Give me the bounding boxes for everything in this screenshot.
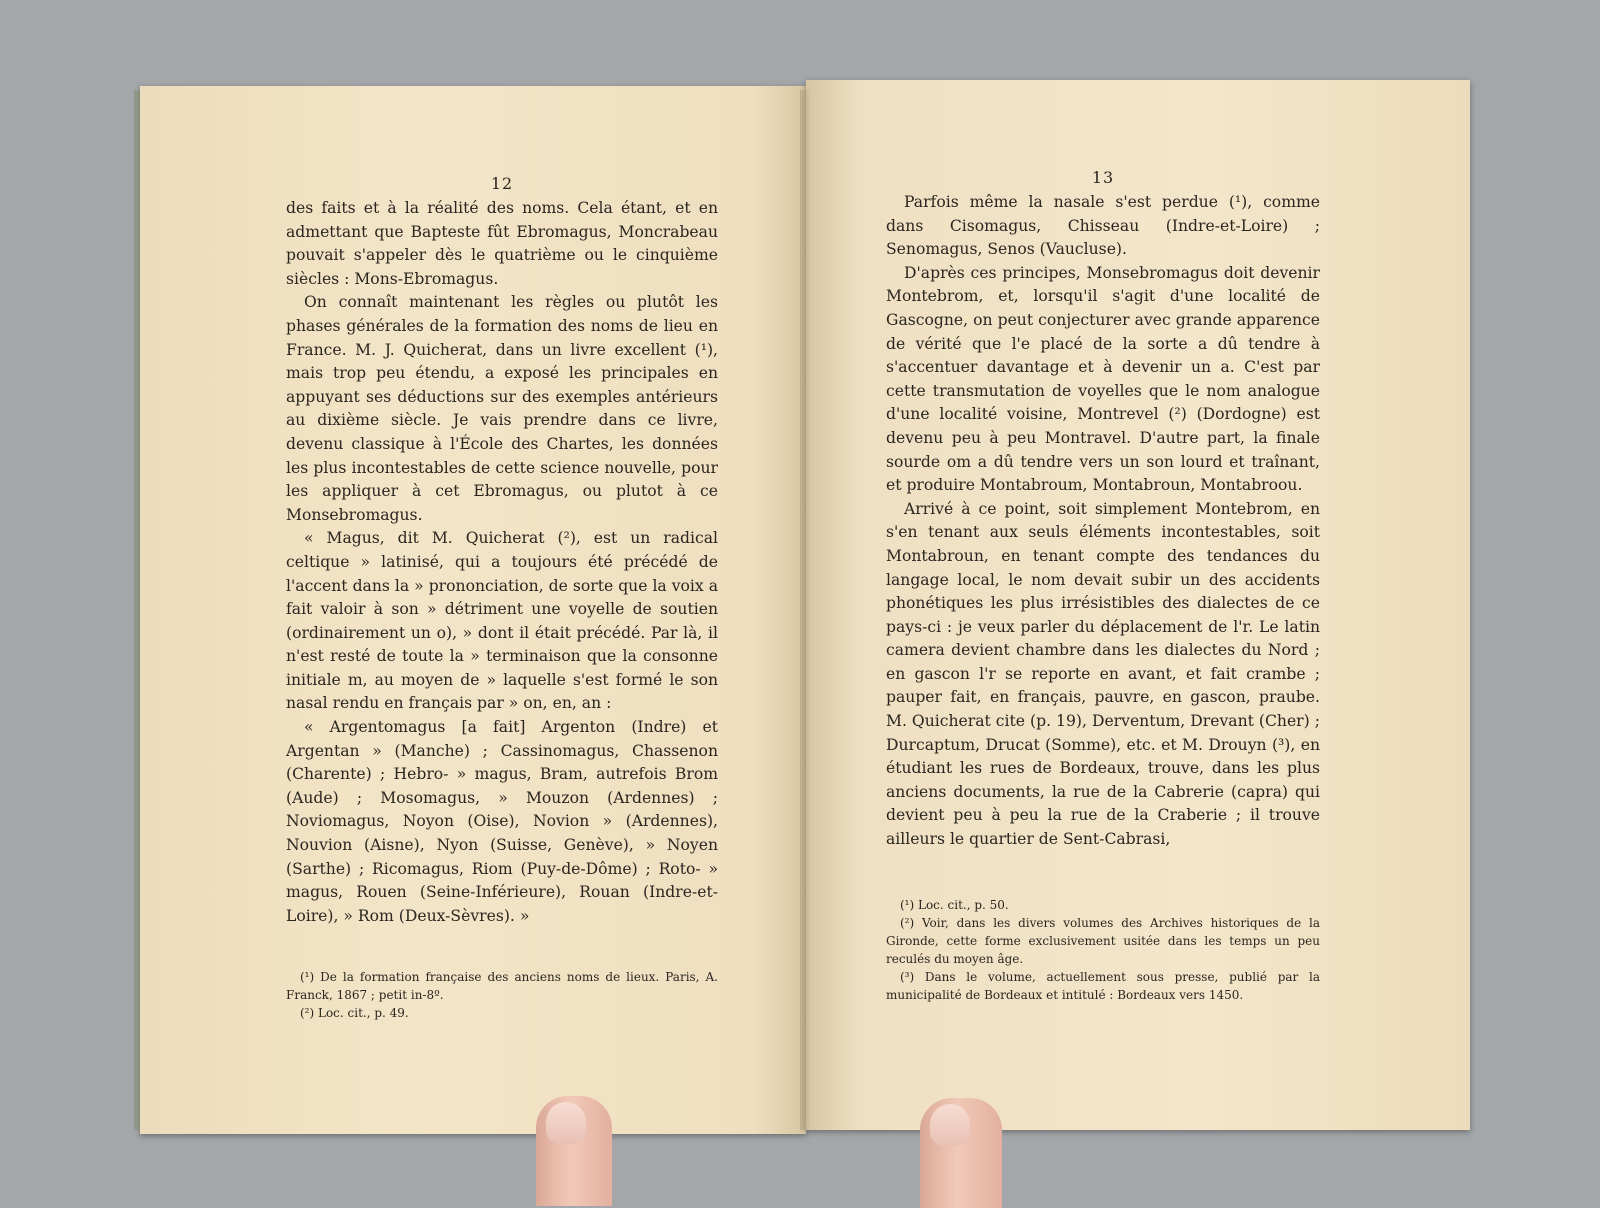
page-number: 12 [490,174,514,193]
footnote: (²) Loc. cit., p. 49. [300,1006,409,1021]
paragraph: D'après ces principes, Monsebromagus doit devenir Montebrom, et, lorsqu'il s'agit d'une localité de Gascogne, on peut conjecturer avec grande apparence de vérité que l'e placé de la sorte a dû tendre à s'accentuer davantage et à devenir un a. C'est par cette transmutation de voyelles que le nom analogue d'une localité voisine, Montrevel (²) (Dordogne) est devenu peu à peu Montravel. D'autre part, la finale sourde om a dû tendre vers un son lourd et traînant, et produire Montabroum, Montabroun, Montabroou. [886,263,1320,495]
finger-left [536,1096,612,1206]
paragraph: Arrivé à ce point, soit simplement Montebrom, en s'en tenant aux seuls éléments incontestables, soit Montabroun, en tenant compte des tendances du langage local, le nom devait subir un des accidents phonétiques les plus irrésistibles des dialectes de ce pays-ci : je veux parler du déplacement de l'r. Le latin camera devient chambre dans les dialectes du Nord ; en gascon l'r se reporte en avant, et fait crambe ; pauper fait, en français, pauvre, en gascon, praube. M. Quicherat cite (p. 19), Derventum, Drevant (Cher) ; Durcaptum, Drucat (Somme), etc. et M. Drouyn (³), en étudiant les rues de Bordeaux, trouve, dans les plus anciens documents, la rue de la Cabrerie (capra) qui devient peu à peu la rue de la Craberie ; il trouve ailleurs le quartier de Sent-Cabrasi, [886,499,1320,849]
footnote: (¹) De la formation française des anciens noms de lieux. Paris, A. Franck, 1867 ; petit in-8º. [286,970,718,1003]
footnotes [886,896,1320,1004]
footnotes [286,968,718,1022]
right-page [806,80,1470,1130]
quotation-paragraph: « Magus, dit M. Quicherat (²), est un radical celtique » latinisé, qui a toujours été précédé de l'accent dans la » prononciation, de sorte que la voix a fait valoir à son » détriment une voyelle de soutien (ordinairement un o), » dont il était précédé. Par là, il n'est resté de toute la » terminaison que la consonne initiale m, au moyen de » laquelle s'est formé le son nasal rendu en français par » on, en, an : [286,529,718,713]
footnote: (³) Dans le volume, actuellement sous presse, publié par la municipalité de Bordeaux et intitulé : Bordeaux vers 1450. [886,969,1320,1002]
page-number: 13 [1091,168,1115,187]
paragraph: des faits et à la réalité des noms. Cela étant, et en admettant que Bapteste fût Ebromagus, Moncrabeau pouvait s'appeler dès le quatrième ou le cinquième siècles : Mons-Ebromagus. [286,199,718,288]
footnote: (²) Voir, dans les divers volumes des Archives historiques de la Gironde, cette forme exclusivement usitée dans les temps un peu reculés du moyen âge. [886,915,1320,966]
book-gutter [800,90,810,1130]
body-text [286,197,718,928]
paragraph: Parfois même la nasale s'est perdue (¹), comme dans Cisomagus, Chisseau (Indre-et-Loire) ; Senomagus, Senos (Vaucluse). [886,193,1320,259]
fingernail [546,1102,586,1144]
body-text [886,191,1320,852]
finger-right [920,1098,1002,1208]
paragraph: On connaît maintenant les règles ou plutôt les phases générales de la formation des noms de lieu en France. M. J. Quicherat, dans un livre excellent (¹), mais trop peu étendu, a exposé les principales en appuyant ses déductions sur des exemples antérieurs au dixième siècle. Je vais prendre dans ce livre, devenu classique à l'École des Chartes, les données les plus incontestables de cette science nouvelle, pour les appliquer à cet Ebromagus, ou plutot à ce Monsebromagus. [286,293,718,524]
left-page [140,86,806,1134]
footnote: (¹) Loc. cit., p. 50. [900,897,1009,912]
quotation-paragraph: « Argentomagus [a fait] Argenton (Indre) et Argentan » (Manche) ; Cassinomagus, Chassenon (Charente) ; Hebro- » magus, Bram, autrefois Brom (Aude) ; Mosomagus, » Mouzon (Ardennes) ; Noviomagus, Noyon (Oise), Novion » (Ardennes), Nouvion (Aisne), Nyon (Suisse, Genève), » Noyen (Sarthe) ; Ricomagus, Riom (Puy-de-Dôme) ; Roto- » magus, Rouen (Seine-Inférieure), Rouan (Indre-et-Loire), » Rom (Deux-Sèvres). » [286,718,718,925]
fingernail [930,1104,970,1146]
